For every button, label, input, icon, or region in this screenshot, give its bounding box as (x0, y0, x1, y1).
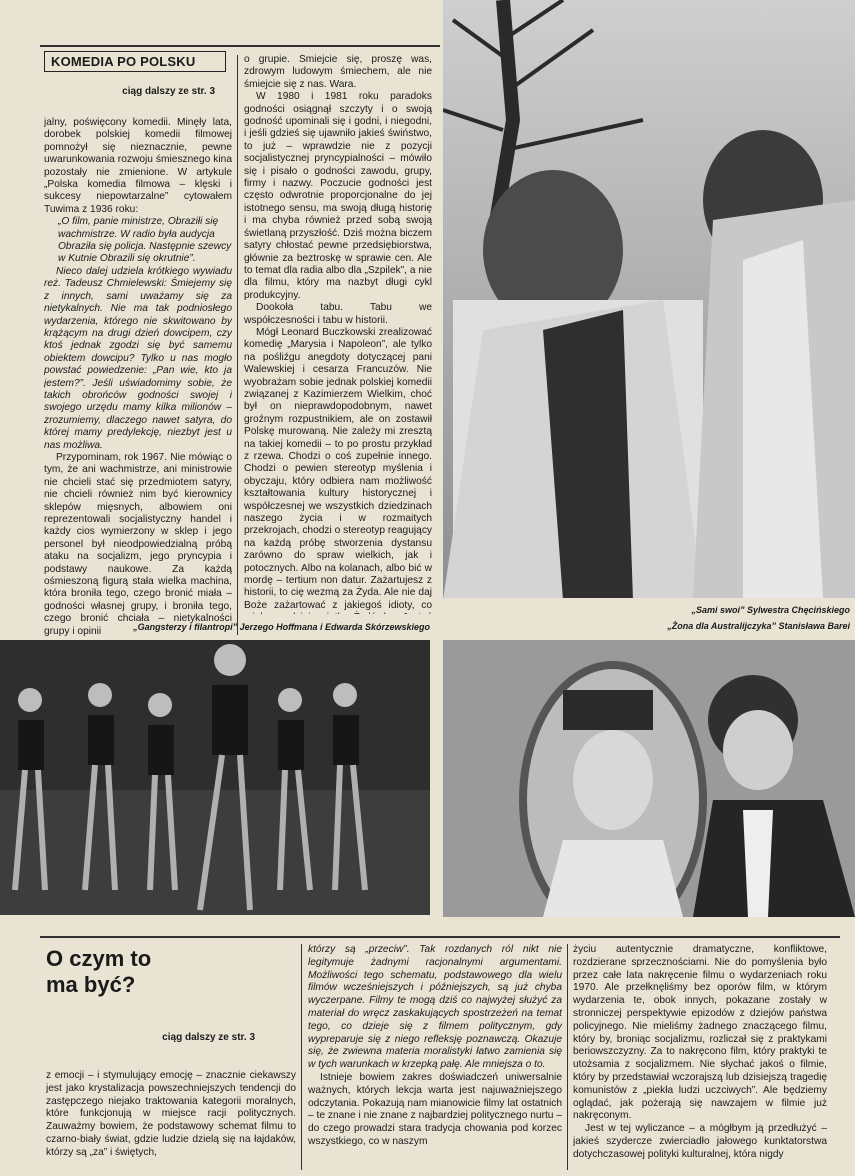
title-line: ma być? (46, 972, 136, 997)
photo-sami-swoi-image (443, 0, 855, 598)
photo-zona (443, 640, 855, 917)
article-heading: KOMEDIA PO POLSKU (44, 51, 226, 72)
paragraph: z emocji – i stymulujący emocję – znacznie ciekawszy jest jako krystalizacja powszechniejszych tendencji do zastępczego niejako traktowania kategorii moralnych, które funkcjonują w miejsce racji politycznych. Zauważmy bowiem, że podstawowy schemat filmu to czarno-biały świat, gdzie ludzie dzielą się na łajdaków, którzy są „za” i świętych, (46, 1070, 296, 1158)
paragraph: Mógł Leonard Buczkowski zrealizować komedię „Marysia i Napoleon”, ale tylko na pośliźgu anegdoty dotyczącej pani Walewskiej i cesarza Francuzów. Nie wyobrażam sobie jednak polskiej komedii związanej z Kazimierzem Wielkim, choć był on nieprawdopodobnym, nawet groźnym rozpustnikiem, ale on zostawił Polskę murowaną. Nie zależy mi zresztą na takiej komedii – to po prostu przykład z rzewa. Chodzi o coś zupełnie innego. Chodzi o pewien stereotyp myślenia i obyczaju, który odbiera nam możliwość kształtowania kultury historycznej i współczesnej we wszystkich dziedzinach naszego życia i w rozmaitych przekrojach, chodzi o stereotyp reagujący na każdą próbę stworzenia dystansu zarówno do spraw wielkich, jak i potocznych. Albo na kolanach, albo bić w mordę – tertium non datur. Zażartujesz z historii, to cię wezmą za Żyda. Ale nie daj Boże zażartować z jakiegoś idioty, co (244, 326, 432, 611)
poem-quote: „O film, panie ministrze, Obraziłi się wachmistrze. W radio była audycja Obraziła się policja. Następnie szewcy w Kutnie Obrazili się okrutnie”. (58, 216, 232, 265)
title-line: O czym to (46, 946, 152, 971)
paragraph: Nieco dalej udziela krótkiego wywiadu reż. Tadeusz Chmielewski: Śmiejemy się z innych, sami uważamy się za nietykalnych. Nie ma tak podniosłego wydarzenia, którego nie skwitowano by krążącym na drugi dzień dowcipem, czy ktoś jednak zgodzi się być samemu obiektem dowcipu? Tylko u nas mogło powstać powiedzenie: „Pan wie, kto ja jestem?”. Jeśli uświadomimy sobie, że takich obrońców godności swojej i swojego urzędu mamy kilka milionów – zrozumiemy, dlaczego nawet satyra, do której mamy predylekcję, niezbyt jest u nas możliwa. (44, 265, 232, 451)
paragraph: jalny, poświęcony komedii. Minęły lata, dorobek polskiej komedii filmowej pomnożył się nieznacznie, pewne uwarunkowania rozwoju śmiesznego kina pozostały nie zmienione. W artykule „Polska komedia filmowa – klęski i sukcesy niepowtarzalne” cytowałem Tuwima z 1936 roku: (44, 117, 232, 215)
article-column-1 (44, 117, 232, 637)
paragraph: o grupie. Śmiejcie się, proszę was, zdrowym ludowym śmiechem, ale nie śmiejcie się z nas. Wara. (244, 54, 432, 90)
photo-gangsterzy-image (0, 640, 430, 915)
paragraph: Przypominam, rok 1967. Nie mówiąc o tym, że ani wachmistrze, ani ministrowie nie chcieli stać się przedmiotem satyry, nie chcieli również nim być kierownicy sklepów mięsnych, albowiem oni reprezentowali socjalistyczny handel i każdy cios wymierzony w sklep i jego personel był nieodpowiedzialną próbą ataku na socjalizm, jego pryncypia i podstawy naukowe. Za każdą ośmieszoną figurą stała wielka machina, która broniła tego, czego bronić miała – godności własnej grupy, i broniła tego, czego bronić chciała – nietykalności grupy i opinii (44, 451, 232, 637)
caption-zona: „Żona dla Australijczyka” Stanisława Barei (667, 621, 850, 631)
column-divider (301, 944, 302, 1170)
caption-sami-swoi: „Sami swoi” Sylwestra Chęcińskiego (691, 605, 850, 615)
top-rule (40, 45, 440, 47)
continued-note-2: ciąg dalszy ze str. 3 (162, 1032, 255, 1043)
paragraph: życiu autentycznie dramatyczne, konfliktowe, rozdzierane sprzecznościami. Nie do pomyślenia było przez całe lata nakręcenie filmu o wydarzeniach roku 1970. Ale przełknęliśmy bez oporów film, w którym wydarzenia te, obok innych, pokazane zostały w stronniczej perspektywie epizodów z dziejów państwa policyjnego. Nie mieliśmy żadnego znaczącego filmu, który by, broniąc socjalizmu, rozliczał się z praktykami beriowszczyzny. Za to nakręcono film, który praktyki te utożsamia z socjalizmem. Nie słychać jakoś o filmie, który by przedstawiał wczorajszą lub dzisiejszą tragedię komunistów z „piekła ludzi uczciwych”. Ale będziemy oglądać, jak pożerają się nawzajem w filmie już nakręconym. (573, 944, 827, 1122)
continued-note: ciąg dalszy ze str. 3 (122, 86, 215, 97)
photo-gangsterzy (0, 640, 430, 915)
column-divider (567, 944, 568, 1170)
caption-gangsterzy: „Gangsterzy i filantropi” Jerzego Hoffmana i Edwarda Skórzewskiego (133, 622, 430, 632)
article2-title (46, 946, 266, 998)
article2-column-2 (308, 944, 562, 1170)
paragraph: Jest w tej wyliczance – a mógłbym ją przedłużyć – jakieś szydercze zwierciadło jałowego kunktatorstwa dotychczasowej polityki kulturalnej, która nigdy (573, 1123, 827, 1160)
paragraph: którzy są „przeciw”. Tak rozdanych ról nikt nie legitymuje żadnymi racjonalnymi argumentami. Możliwości tego schematu, podstawowego dla wielu filmów wcześniejszych i późniejszych, są już chyba wyczerpane. Filmy te mogą dziś co najwyżej służyć za materiał do wręcz zaskakujących spostrzeżeń na temat tego, co dzieje się z filmem politycznym, gdy wypreparuje się z niego refleksję poznawczą. Okazuje się, że zwiewna materia moralistyki łatwo zamienia się w tych warunkach w krzepką pałę. Ale mniejsza o to. (308, 944, 562, 1071)
photo-sami-swoi (443, 0, 855, 598)
column-divider (237, 55, 238, 635)
paragraph: Istnieje bowiem zakres doświadczeń uniwersalnie ważnych, których lekcja warta jest najuważniejszego odczytania. Pokazują nam mianowicie filmy lat ostatnich – te znane i nie znane z najbardziej politycznego nurtu – do czego prowadzi stara tradycja chowania pod korzec wszystkiego, co w naszym (308, 1071, 562, 1147)
photo-zona-image (443, 640, 855, 917)
paragraph: Dookoła tabu. Tabu we współczesności i tabu w historii. (244, 302, 432, 326)
article-column-2 (244, 54, 432, 614)
article2-column-3 (573, 944, 827, 1170)
paragraph: W 1980 i 1981 roku paradoks godności osiągnął szczyty i o swoją godność upominali się i godni, i niegodni, i jeśli gdzieś się ujawniło jakieś świństwo, to już – wprawdzie nie z pozycji socjalistycznej pryncypialności – mówiło się i pisało o godności zawodu, grupy, firmy i nazwy. Poczucie godności jest często odwrotnie proporcjonalne do jej istotnego sensu, ma swoją długą historię i ma chyba również przed sobą swoją świetlaną przyszłość. Dziś można biczem satyry chłostać pewne przedsiębiorstwa, głównie za beztroskę w sprawie cen. Ale to temat dla radia albo dla „Szpilek”, a nie dla filmu, który ma nazbyt długi cykl produkcyjny. (244, 91, 432, 301)
article2-column-1 (46, 1070, 296, 1170)
bottom-rule (40, 936, 840, 938)
